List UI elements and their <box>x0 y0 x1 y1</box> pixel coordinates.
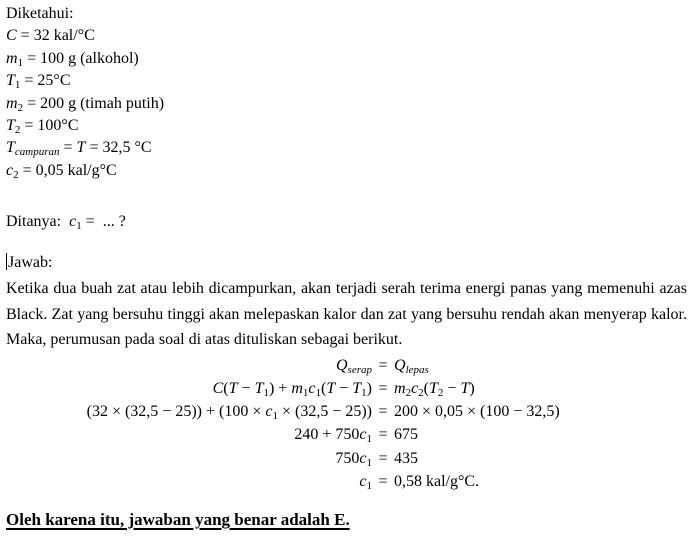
equation-2-equals-sign: = <box>378 380 388 398</box>
given-section <box>6 3 687 182</box>
conclusion-statement <box>6 508 687 532</box>
equation-4-rhs: 675 <box>394 426 418 444</box>
given-item-temp-mixture: $T_{campuran} = T = 32,5$ °C <box>6 139 152 159</box>
equation-2-rhs: $m_2c_2(T_2 - T)$ <box>394 380 475 400</box>
given-item-temp2: $T_2 = 100^\circ C$ <box>6 117 79 137</box>
equation-5-lhs: $750c_1$ <box>335 449 372 469</box>
given-item-capacity: C = 32 kal/°C <box>6 27 95 45</box>
given-item-mass2: $m_2 = 200$ g (timah putih) <box>6 94 165 114</box>
equation-6-rhs: 0,58 kal/g°C. <box>394 472 480 490</box>
explanation-paragraph: Ketika dua buah zat atau lebih dicampurkan, akan terjadi serah terima energi panas yang memenuhi azas Black. Zat yang bersuhu tinggi akan melepaskan kalor dan zat yang bersuhu rendah akan menyerap kalor. Maka, perumusan pada soal di atas dituliskan sebagai berikut. <box>6 280 687 349</box>
equation-3-lhs: $(32 \times (32,5 - 25)) + (100 \times c_1 \times (32,5 - 25))$ <box>86 403 372 423</box>
given-heading: Diketahui: <box>6 5 74 22</box>
equation-5-equals-sign: = <box>378 449 388 467</box>
equation-4-equals-sign: = <box>378 426 388 444</box>
given-item-temp1: $T_1 = 25^\circ C$ <box>6 72 71 92</box>
equation-block <box>6 354 687 493</box>
answer-heading <box>6 252 687 274</box>
equation-4-lhs: $240 + 750c_1$ <box>294 426 372 446</box>
equation-2-lhs: $C(T - T_1) + m_1c_1(T - T_1)$ <box>212 380 372 400</box>
conclusion-text: Oleh karena itu, jawaban yang benar adalah E. <box>6 510 350 530</box>
equation-5-rhs: 435 <box>394 449 418 467</box>
question-line: Ditanya: $c_1$ = ... ? <box>6 213 126 233</box>
equation-6-lhs: $c_1$ <box>359 472 372 492</box>
equation-6-equals-sign: = <box>378 472 388 490</box>
equation-1-lhs: $Q_{serap}$ <box>335 356 372 376</box>
equation-3-rhs: 200 × 0,05 × (100 − 32,5) <box>394 403 560 421</box>
given-item-mass1: $m_1 = 100$ g (alkohol) <box>6 49 139 69</box>
text-cursor-caret <box>6 253 7 270</box>
given-item-specific-heat2: $c_2 = 0,05$ kal/g°C <box>6 161 117 181</box>
answer-heading-label: Jawab: <box>8 253 53 271</box>
equation-1-rhs: $Q_{lepas}$ <box>394 356 429 376</box>
equation-1-equals-sign: = <box>378 356 388 374</box>
equation-3-equals-sign: = <box>378 403 388 421</box>
